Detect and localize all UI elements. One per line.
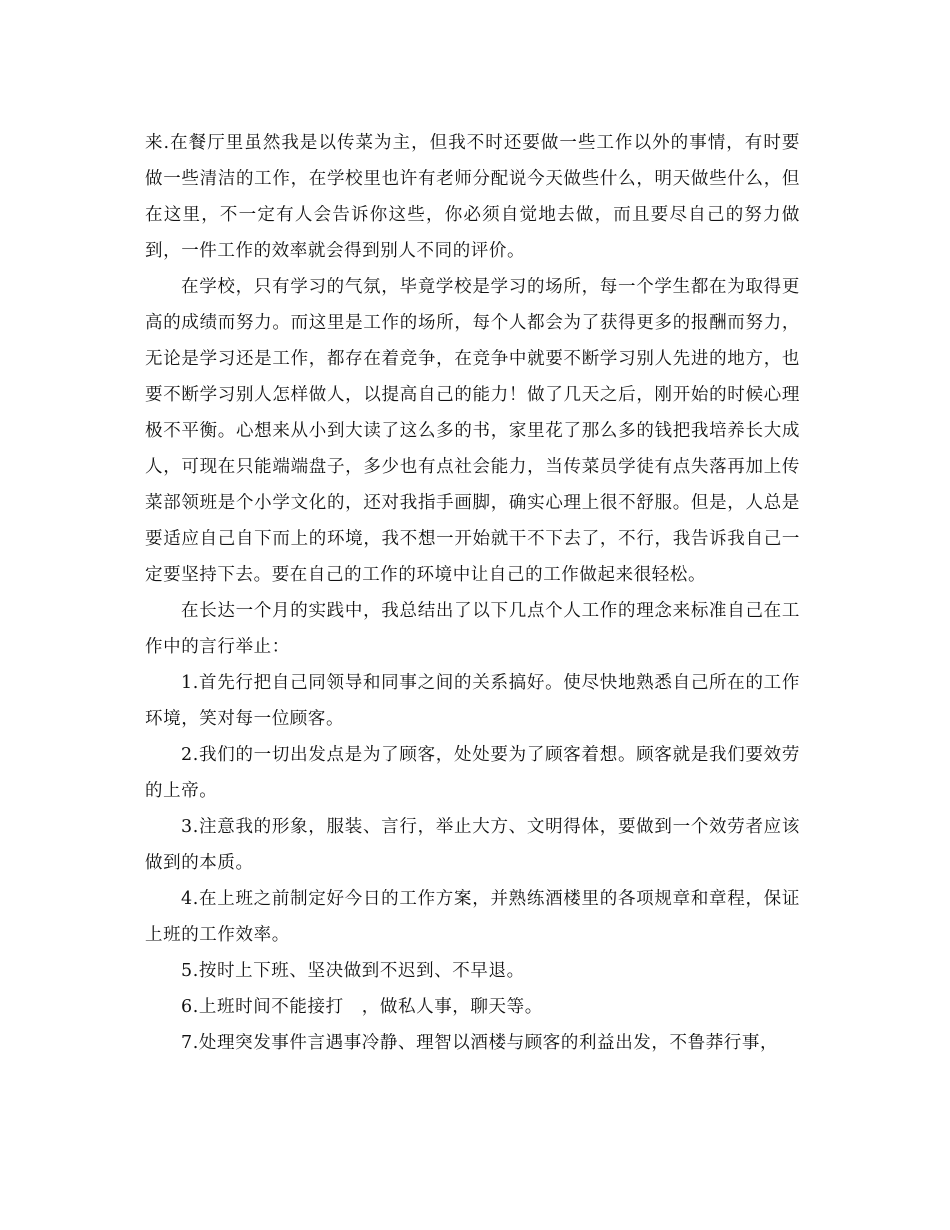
list-item-principle-2: 2.我们的一切出发点是为了顾客，处处要为了顾客着想。顾客就是我们要效劳的上帝。 <box>145 745 800 801</box>
list-item-principle-5: 5.按时上下班、坚决做到不迟到、不早退。 <box>181 961 525 981</box>
paragraph-work-principles-intro: 在长达一个月的实践中，我总结出了以下几点个人工作的理念来标准自己在工作中的言行举止： <box>145 601 800 657</box>
list-item-principle-1: 1.首先行把自己同领导和同事之间的关系搞好。使尽快地熟悉自己所在的工作环境，笑对每一位顾客。 <box>145 673 800 729</box>
paragraph-restaurant-duties: 来.在餐厅里虽然我是以传菜为主，但我不时还要做一些工作以外的事情，有时要做一些清洁的工作，在学校里也许有老师分配说今天做些什么，明天做些什么，但在这里，不一定有人会告诉你这些，你必须自觉地去做，而且要尽自己的努力做到，一件工作的效率就会得到别人不同的评价。 <box>145 133 800 261</box>
list-item-principle-4: 4.在上班之前制定好今日的工作方案，并熟练酒楼里的各项规章和章程，保证上班的工作效率。 <box>145 889 800 945</box>
list-item-principle-7: 7.处理突发事件言遇事冷静、理智以酒楼与顾客的利益出发，不鲁莽行事， <box>181 1033 779 1053</box>
list-item-principle-3: 3.注意我的形象，服装、言行，举止大方、文明得体，要做到一个效劳者应该做到的本质。 <box>145 817 800 873</box>
list-item-principle-6: 6.上班时间不能接打 ，做私人事，聊天等。 <box>181 997 543 1017</box>
paragraph-school-vs-work: 在学校，只有学习的气氛，毕竟学校是学习的场所，每一个学生都在为取得更高的成绩而努力。而这里是工作的场所，每个人都会为了获得更多的报酬而努力，无论是学习还是工作，都存在着竞争，在竞争中就要不断学习别人先进的地方，也要不断学习别人怎样做人，以提高自己的能力！做了几天之后，刚开始的时候心理极不平衡。心想来从小到大读了这么多的书，家里花了那么多的钱把我培养长大成人，可现在只能端端盘子，多少也有点社会能力，当传菜员学徒有点失落再加上传菜部领班是个小学文化的，还对我指手画脚，确实心理上很不舒服。但是，人总是要适应自己自下而上的环境，我不想一开始就干不下去了，不行，我告诉我自己一定要坚持下去。要在自己的工作的环境中让自己的工作做起来很轻松。 <box>145 277 800 585</box>
document-body <box>145 125 800 1061</box>
